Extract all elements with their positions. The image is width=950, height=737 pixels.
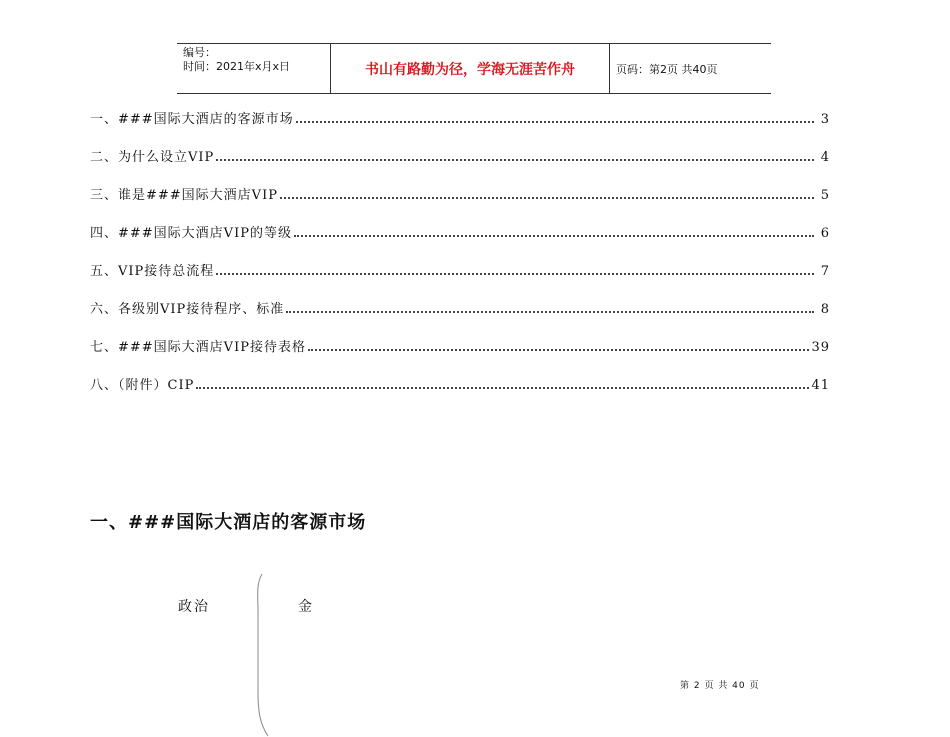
toc-entry-label: 三、谁是###国际大酒店VIP bbox=[90, 188, 278, 203]
toc-entry[interactable] bbox=[90, 300, 830, 338]
page-footer-number: 第 2 页 共 40 页 bbox=[680, 681, 760, 691]
toc-entry-page: 5 bbox=[820, 188, 830, 203]
header-meta bbox=[177, 44, 331, 93]
page-header bbox=[177, 43, 771, 94]
table-of-contents bbox=[90, 110, 830, 414]
toc-leader-dots bbox=[308, 349, 810, 351]
toc-entry-label: 八、（附件）CIP bbox=[90, 378, 195, 393]
toc-entry[interactable] bbox=[90, 186, 830, 224]
toc-entry-label: 六、各级别VIP接待程序、标准 bbox=[90, 302, 285, 317]
section-heading: 一、###国际大酒店的客源市场 bbox=[90, 512, 367, 533]
toc-entry[interactable] bbox=[90, 110, 830, 148]
toc-entry[interactable] bbox=[90, 224, 830, 262]
header-page-info: 页码：第2页 共40页 bbox=[616, 62, 718, 76]
toc-entry-label: 四、###国际大酒店VIP的等级 bbox=[90, 226, 292, 241]
toc-entry-page: 41 bbox=[811, 378, 830, 393]
toc-entry[interactable] bbox=[90, 338, 830, 376]
toc-leader-dots bbox=[216, 273, 814, 275]
toc-entry-page: 6 bbox=[820, 226, 830, 241]
diagram-label-finance: 金 bbox=[298, 599, 312, 615]
document-date-label: 时间：2021年x月x日 bbox=[183, 60, 291, 73]
toc-entry-label: 一、###国际大酒店的客源市场 bbox=[90, 112, 294, 127]
toc-entry-page: 39 bbox=[811, 340, 830, 355]
toc-leader-dots bbox=[286, 311, 814, 313]
toc-entry-label: 五、VIP接待总流程 bbox=[90, 264, 215, 279]
diagram-label-politics: 政治 bbox=[178, 599, 210, 615]
toc-entry-page: 3 bbox=[820, 112, 830, 127]
toc-leader-dots bbox=[296, 121, 814, 123]
toc-entry-label: 七、###国际大酒店VIP接待表格 bbox=[90, 340, 306, 355]
toc-entry[interactable] bbox=[90, 262, 830, 300]
document-number-label: 编号： bbox=[183, 46, 216, 59]
toc-entry-label: 二、为什么设立VIP bbox=[90, 150, 215, 165]
diagram-brace bbox=[244, 572, 274, 737]
toc-leader-dots bbox=[216, 159, 814, 161]
toc-entry-page: 8 bbox=[820, 302, 830, 317]
toc-entry[interactable] bbox=[90, 376, 830, 414]
header-motto: 书山有路勤为径，学海无涯苦作舟 bbox=[331, 44, 610, 93]
toc-leader-dots bbox=[196, 387, 809, 389]
toc-entry[interactable] bbox=[90, 148, 830, 186]
toc-leader-dots bbox=[294, 235, 814, 237]
toc-entry-page: 7 bbox=[820, 264, 830, 279]
toc-entry-page: 4 bbox=[820, 150, 830, 165]
toc-leader-dots bbox=[280, 197, 814, 199]
